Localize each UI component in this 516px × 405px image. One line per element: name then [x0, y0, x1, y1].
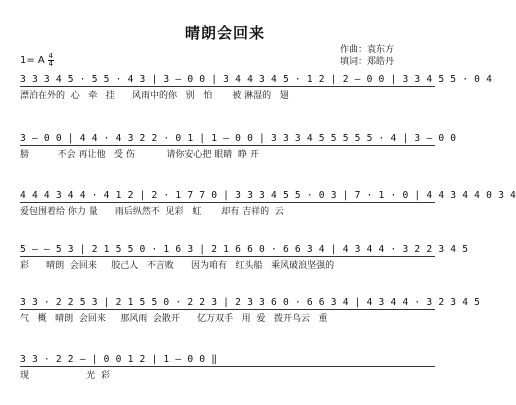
- lyricist-line: [340, 56, 394, 68]
- score-line-1: [20, 74, 493, 102]
- score-line-5: [20, 297, 481, 325]
- notation-row: 3 3 3 4 5 · 5 5 · 4 3 | 3 – 0 0 | 3 4 4 3 4 5 · 1 2 | 2 – 0 0 | 3 3 4 5 5 · 0 4: [20, 74, 493, 85]
- time-signature: [48, 53, 54, 68]
- lyrics-row: 气 概 晴朗 会回来 那风雨 会散开 亿万双手 用 爱 拨开乌云 重: [20, 314, 328, 324]
- notation-row: 3 3 · 2 2 5 3 | 2 1 5 5 0 · 2 2 3 | 2 3 3 6 0 · 6 6 3 4 | 4 3 4 4 · 3 2 3 4 5: [20, 297, 481, 308]
- time-sig-bottom: 4: [48, 60, 53, 68]
- notation-row: 5 – – 5 3 | 2 1 5 5 0 · 1 6 3 | 2 1 6 6 0 · 6 6 3 4 | 4 3 4 4 · 3 2 2 3 4 5: [20, 244, 469, 255]
- notation-row: 4 4 4 3 4 4 · 4 1 2 | 2 · 1 7 7 0 | 3 3 3 4 5 5 · 0 3 | 7 · 1 · 0 | 4 4 3 4 4 0 3 4: [20, 190, 516, 201]
- score-line-2: [20, 133, 457, 161]
- lyrics-row: 彩 晴朗 会回来 胶己人 不言败 因为咱有 红头船 乘风破浪坚强的: [20, 261, 335, 271]
- song-title: 晴朗会回来: [184, 24, 265, 42]
- score-line-4: [20, 244, 469, 272]
- lyricist-label: 填词：: [340, 57, 368, 67]
- score-line-6: [20, 354, 435, 382]
- notation-row: 3 – 0 0 | 4 4 · 4 3 2 2 · 0 1 | 1 – 0 0 | 3 3 3 4 5 5 5 5 5 · 4 | 3 – 0 0: [20, 133, 457, 144]
- lyrics-row: 膀 不会 再让他 受 伤 请你安心把 眼睛 睁 开: [20, 150, 259, 160]
- notation-row: 3 3 · 2 2 – | 0 0 1 2 | 1 – 0 0 ‖: [20, 354, 435, 367]
- composer-name: 袁东方: [367, 45, 395, 55]
- score-line-3: [20, 190, 516, 218]
- key-signature: [20, 53, 54, 68]
- composer-label: 作曲：: [340, 45, 368, 55]
- lyrics-row: 爱包围着给 你力 量 雨后纵然不 见彩 虹 却有 吉祥的 云: [20, 207, 284, 217]
- key-label: 1= A: [20, 55, 45, 66]
- time-sig-top: 4: [48, 52, 53, 60]
- lyricist-name: 郑皓丹: [367, 57, 395, 67]
- lyrics-row: 现 光 彩: [20, 371, 110, 381]
- composer-line: [340, 44, 394, 56]
- credits: [340, 44, 394, 68]
- lyrics-row: 漂泊在外的 心 牵 挂 风雨中的你 别 怕 被 淋湿的 翅: [20, 91, 289, 101]
